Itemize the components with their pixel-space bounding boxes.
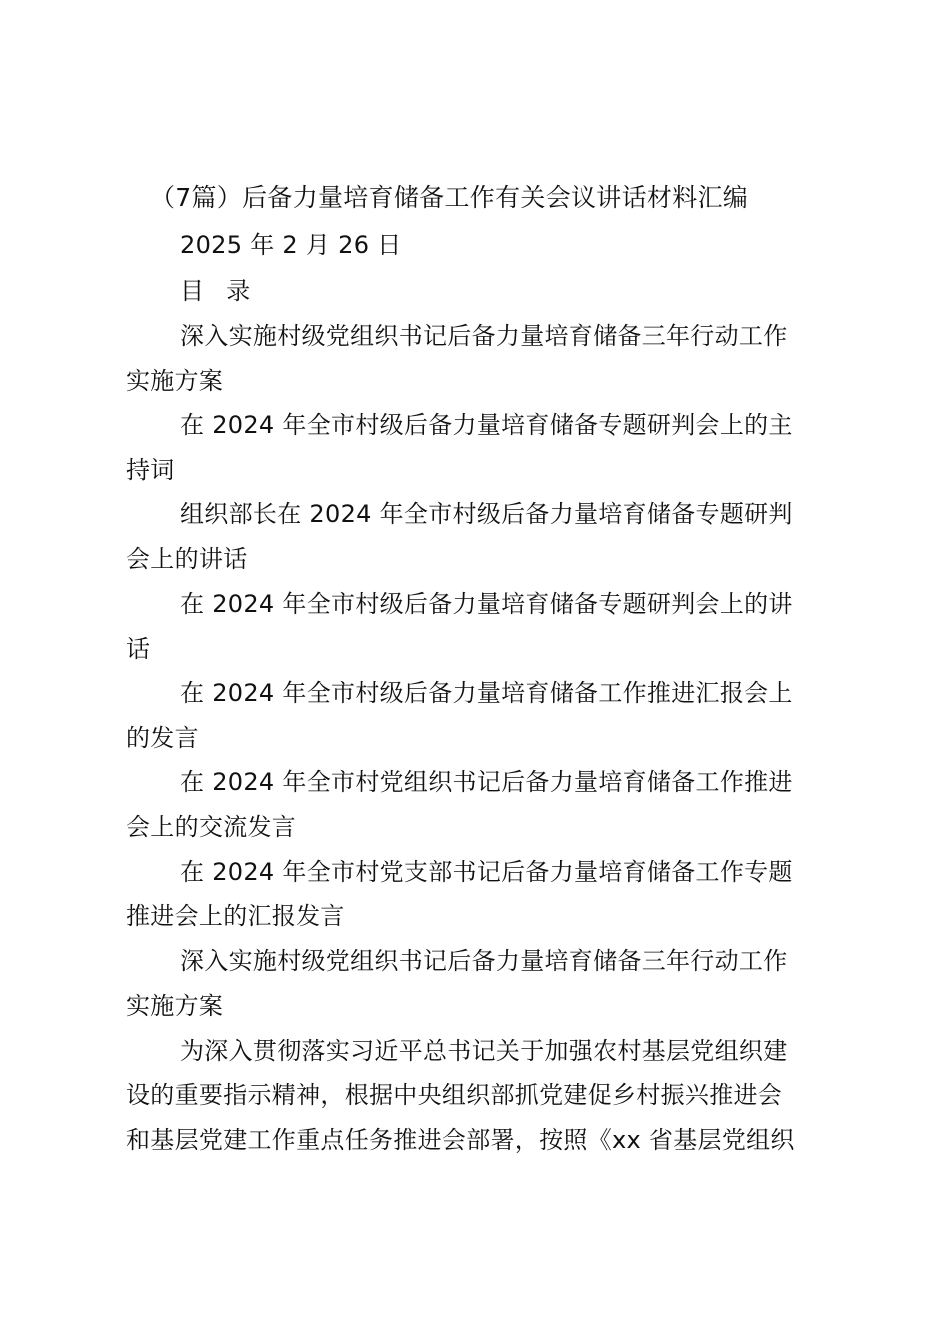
toc-heading: 目 录 xyxy=(180,277,251,305)
toc-item-3-line-1: 组织部长在 2024 年全市村级后备力量培育储备专题研判 xyxy=(180,500,793,528)
toc-item-7-line-1: 在 2024 年全市村党支部书记后备力量培育储备工作专题 xyxy=(180,858,793,886)
section-heading-line-2: 实施方案 xyxy=(126,992,224,1020)
toc-item-2-line-1: 在 2024 年全市村级后备力量培育储备专题研判会上的主 xyxy=(180,411,793,439)
toc-item-4-line-1: 在 2024 年全市村级后备力量培育储备专题研判会上的讲 xyxy=(180,590,793,618)
toc-item-1-line-2: 实施方案 xyxy=(126,367,224,395)
document-date: 2025 年 2 月 26 日 xyxy=(180,231,402,259)
body-paragraph-line-2: 设的重要指示精神，根据中央组织部抓党建促乡村振兴推进会 xyxy=(126,1081,783,1109)
toc-item-4-line-2: 话 xyxy=(126,635,151,663)
toc-item-5-line-1: 在 2024 年全市村级后备力量培育储备工作推进汇报会上 xyxy=(180,679,793,707)
toc-item-5-line-2: 的发言 xyxy=(126,724,199,752)
toc-item-3-line-2: 会上的讲话 xyxy=(126,545,248,573)
toc-item-6-line-1: 在 2024 年全市村党组织书记后备力量培育储备工作推进 xyxy=(180,768,793,796)
body-paragraph-line-3: 和基层党建工作重点任务推进会部署，按照《xx 省基层党组织 xyxy=(126,1126,795,1154)
toc-item-2-line-2: 持词 xyxy=(126,456,175,484)
section-heading-line-1: 深入实施村级党组织书记后备力量培育储备三年行动工作 xyxy=(180,947,788,975)
document-title: （7篇）后备力量培育储备工作有关会议讲话材料汇编 xyxy=(150,183,749,212)
body-paragraph-line-1: 为深入贯彻落实习近平总书记关于加强农村基层党组织建 xyxy=(180,1037,788,1065)
toc-item-6-line-2: 会上的交流发言 xyxy=(126,813,297,841)
toc-item-1-line-1: 深入实施村级党组织书记后备力量培育储备三年行动工作 xyxy=(180,322,788,350)
toc-item-7-line-2: 推进会上的汇报发言 xyxy=(126,902,345,930)
